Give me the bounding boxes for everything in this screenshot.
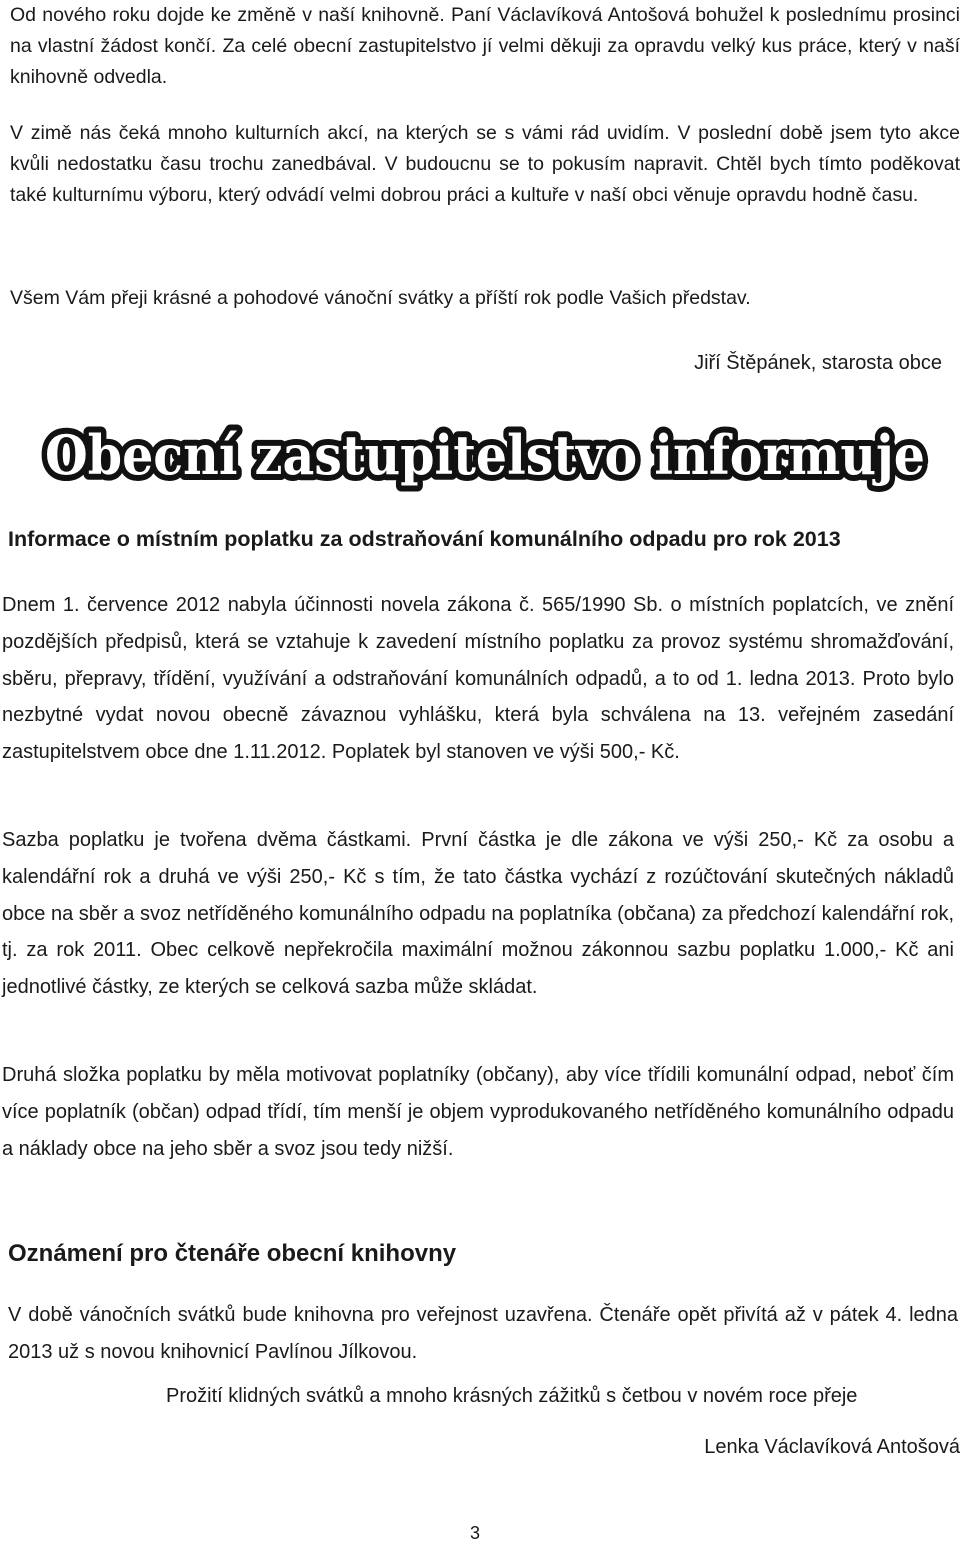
intro-paragraph-3: Všem Vám přeji krásné a pohodové vánoční svátky a příští rok podle Vašich představ. — [10, 287, 751, 309]
library-heading: Oznámení pro čtenáře obecní knihovny — [8, 1240, 457, 1267]
intro-paragraph-1: Od nového roku dojde ke změně v naší knihovně. Paní Václavíková Antošová bohužel k poslednímu prosinci na vlastní žádost končí. Za celé obecní zastupitelstvo jí velmi děkuji za opravdu velký kus práce, který v naší knihovně odvedla. — [10, 4, 960, 88]
library-closing: Prožití klidných svátků a mnoho krásných zážitků s četbou v novém roce přeje — [166, 1385, 858, 1407]
waste-fee-paragraph-2: Sazba poplatku je tvořena dvěma částkami. První částka je dle zákona ve výši 250,- Kč za osobu a kalendářní rok a druhá ve výši 250,- Kč s tím, že tato částka vychází z rozúčtování skutečných nákladů obce na sběr a svoz netříděného komunálního odpadu na poplatníka (občana) za předchozí kalendářní rok, tj. za rok 2011. Obec celkově nepřekročila maximální možnou zákonnou sazbu poplatku 1.000,- Kč ani jednotlivé částky, ze kterých se celková sazba může skládat. — [2, 829, 954, 999]
intro-paragraph-2: V zimě nás čeká mnoho kulturních akcí, na kterých se s vámi rád uvidím. V poslední době jsem tyto akce kvůli nedostatku času trochu zanedbával. V budoucnu se to pokusím napravit. Chtěl bych tímto poděkovat také kulturnímu výboru, který odvádí velmi dobrou práci a kultuře v naší obci věnuje opravdu hodně času. — [10, 122, 960, 206]
library-paragraph: V době vánočních svátků bude knihovna pro veřejnost uzavřena. Čtenáře opět přivítá až v pátek 4. ledna 2013 už s novou knihovnicí Pavlínou Jílkovou. — [8, 1304, 958, 1363]
banner-title: Obecní zastupitelstvo informuje — [45, 423, 925, 487]
section-banner — [35, 412, 935, 502]
page-number: 3 — [470, 1523, 481, 1543]
banner-graphic — [35, 412, 935, 502]
waste-fee-paragraph-3: Druhá složka poplatku by měla motivovat poplatníky (občany), aby více třídili komunální odpad, neboť čím více poplatník (občan) odpad třídí, tím menší je objem vyprodukovaného netříděného komunálního odpadu a náklady obce na jeho sběr a svoz jsou tedy nižší. — [2, 1064, 954, 1160]
waste-fee-heading: Informace o místním poplatku za odstraňování komunálního odpadu pro rok 2013 — [8, 527, 841, 551]
mayor-signature: Jiří Štěpánek, starosta obce — [694, 352, 942, 374]
librarian-signature: Lenka Václavíková Antošová — [704, 1436, 960, 1458]
waste-fee-paragraph-1: Dnem 1. července 2012 nabyla účinnosti novela zákona č. 565/1990 Sb. o místních poplatcích, ve znění pozdějších předpisů, která se vztahuje k zavedení místního poplatku za provoz systému shromažďování, sběru, přepravy, třídění, využívání a odstraňování komunálních odpadů, a to od 1. ledna 2013. Proto bylo nezbytné vydat novou obecně závaznou vyhlášku, která byla schválena na 13. veřejném zasedání zastupitelstvem obce dne 1.11.2012. Poplatek byl stanoven ve výši 500,- Kč. — [2, 594, 954, 764]
